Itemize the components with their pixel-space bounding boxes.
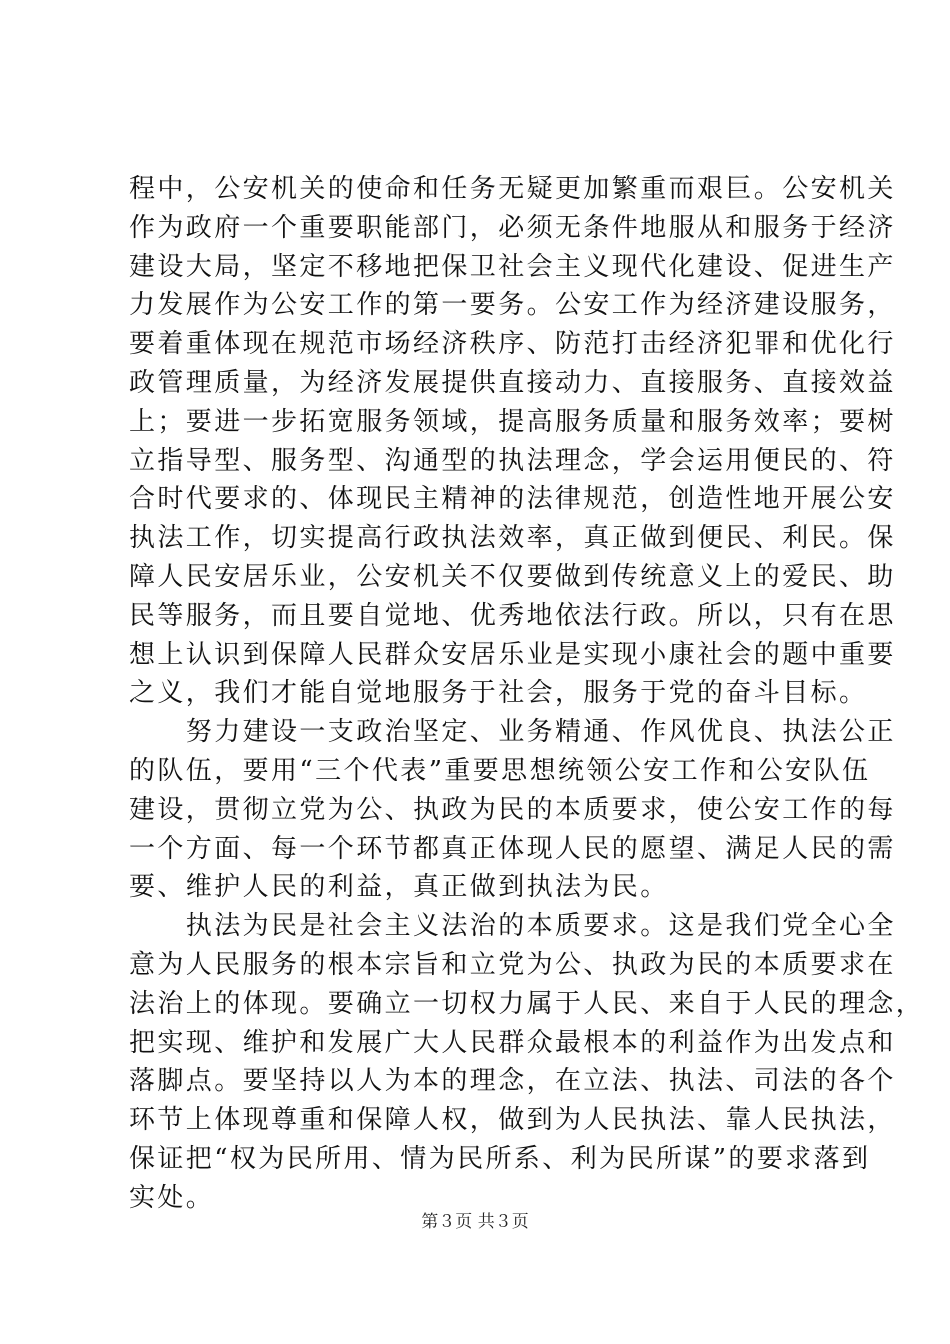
text-line: 实处。	[129, 1182, 215, 1213]
text-line: 作为政府一个重要职能部门，必须无条件地服从和服务于经济	[129, 212, 896, 243]
text-line: 执法为民是社会主义法治的本质要求。这是我们党全心全	[129, 911, 896, 942]
text-line: 上；要进一步拓宽服务领域，提高服务质量和服务效率；要树	[129, 406, 896, 437]
text-line: 程中，公安机关的使命和任务无疑更加繁重而艰巨。公安机关	[129, 174, 896, 204]
text-line: 的队伍，要用“三个代表”重要思想统领公安工作和公安队伍	[129, 755, 871, 786]
text-line: 民等服务，而且要自觉地、优秀地依法行政。所以，只有在思	[129, 600, 896, 631]
text-line: 保证把“权为民所用、情为民所系、利为民所谋”的要求落到	[129, 1143, 871, 1174]
text-line: 要、维护人民的利益，真正做到执法为民。	[129, 872, 669, 903]
text-line: 建设大局，坚定不移地把保卫社会主义现代化建设、促进生产	[129, 251, 896, 282]
text-line: 把实现、维护和发展广大人民群众最根本的利益作为出发点和	[129, 1027, 896, 1058]
text-line: 努力建设一支政治坚定、业务精通、作风优良、执法公正	[129, 717, 896, 748]
text-line: 建设，贯彻立党为公、执政为民的本质要求，使公安工作的每	[129, 794, 896, 825]
text-line: 想上认识到保障人民群众安居乐业是实现小康社会的题中重要	[129, 639, 896, 670]
text-line: 执法工作，切实提高行政执法效率，真正做到便民、利民。保	[129, 523, 896, 554]
text-line: 合时代要求的、体现民主精神的法律规范，创造性地开展公安	[129, 484, 896, 515]
text-line: 障人民安居乐业，公安机关不仅要做到传统意义上的爱民、助	[129, 561, 896, 592]
text-line: 法治上的体现。要确立一切权力属于人民、来自于人民的理念，	[129, 988, 925, 1019]
text-line: 意为人民服务的根本宗旨和立党为公、执政为民的本质要求在	[129, 949, 896, 980]
text-line: 政管理质量，为经济发展提供直接动力、直接服务、直接效益	[129, 367, 896, 398]
text-line: 环节上体现尊重和保障人权，做到为人民执法、靠人民执法，	[129, 1105, 896, 1136]
text-line: 立指导型、服务型、沟通型的执法理念，学会运用便民的、符	[129, 445, 896, 476]
page-footer: 第３页 共３页	[421, 1212, 529, 1232]
text-line: 落脚点。要坚持以人为本的理念，在立法、执法、司法的各个	[129, 1066, 896, 1097]
text-line: 之义，我们才能自觉地服务于社会，服务于党的奋斗目标。	[129, 678, 868, 709]
text-line: 要着重体现在规范市场经济秩序、防范打击经济犯罪和优化行	[129, 329, 896, 360]
text-line: 一个方面、每一个环节都真正体现人民的愿望、满足人民的需	[129, 833, 896, 864]
text-line: 力发展作为公安工作的第一要务。公安工作为经济建设服务，	[129, 290, 896, 321]
document-body	[129, 170, 925, 1218]
